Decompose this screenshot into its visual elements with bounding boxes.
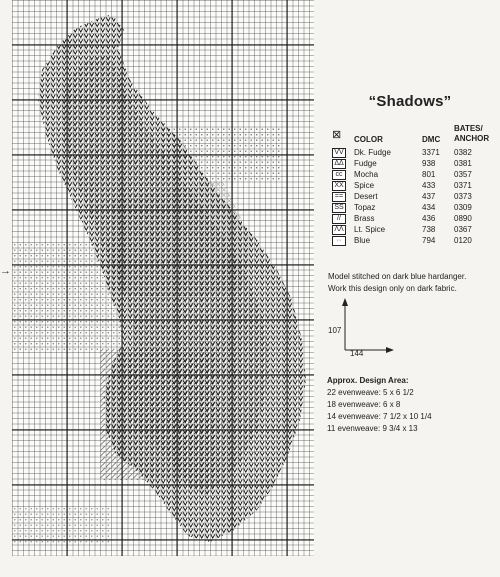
color-key-header — [328, 124, 496, 146]
color-swatch-symbol: XX — [332, 181, 346, 191]
anchor-number: 0309 — [454, 203, 472, 212]
color-swatch-symbol: // — [332, 214, 346, 224]
chart-drawing — [12, 0, 314, 556]
color-name: Spice — [354, 181, 375, 190]
stitch-count-arrows — [328, 292, 428, 362]
anchor-number: 0120 — [454, 236, 472, 245]
dmc-number: 434 — [422, 203, 436, 212]
color-key-row — [328, 191, 496, 202]
color-swatch-symbol: SS — [332, 203, 346, 213]
dmc-number: 437 — [422, 192, 436, 201]
stitch-count-diagram — [328, 292, 428, 362]
anchor-number: 0381 — [454, 159, 472, 168]
design-area-heading: Approx. Design Area: — [327, 376, 409, 385]
dmc-number: 801 — [422, 170, 436, 179]
design-size-22: 22 evenweave: 5 x 6 1/2 — [327, 388, 414, 397]
shadow-area-bottom — [12, 505, 112, 545]
color-key — [328, 147, 496, 246]
dmc-number: 433 — [422, 181, 436, 190]
color-swatch-symbol: ΔΔ — [332, 159, 346, 169]
color-name: Lt. Spice — [354, 225, 386, 234]
color-key-row — [328, 213, 496, 224]
note-dark-fabric: Work this design only on dark fabric. — [328, 284, 457, 293]
dmc-number: 3371 — [422, 148, 440, 157]
dmc-number: 794 — [422, 236, 436, 245]
color-key-row — [328, 147, 496, 158]
dmc-column-header: DMC — [422, 135, 441, 144]
dmc-number: 738 — [422, 225, 436, 234]
color-name: Mocha — [354, 170, 379, 179]
color-column-header: COLOR — [354, 135, 383, 144]
color-name: Dk. Fudge — [354, 148, 391, 157]
color-name: Topaz — [354, 203, 376, 212]
color-key-row — [328, 169, 496, 180]
color-name: Brass — [354, 214, 375, 223]
anchor-number: 0357 — [454, 170, 472, 179]
color-name: Desert — [354, 192, 378, 201]
design-area — [327, 375, 499, 435]
color-key-row — [328, 202, 496, 213]
note-fabric: Model stitched on dark blue hardanger. — [328, 272, 467, 281]
center-arrow-marker: → — [0, 265, 11, 277]
stitch-count-vertical: 107 — [328, 326, 342, 335]
pattern-title: “Shadows” — [368, 93, 452, 110]
dmc-number: 938 — [422, 159, 436, 168]
color-key-row — [328, 235, 496, 246]
design-size-18: 18 evenweave: 6 x 8 — [327, 400, 401, 409]
design-size-11: 11 evenweave: 9 3/4 x 13 — [327, 424, 418, 433]
color-swatch-symbol: cc — [332, 170, 346, 180]
cross-stitch-chart — [12, 0, 314, 556]
color-swatch-symbol: ·· — [332, 236, 346, 246]
anchor-number: 0890 — [454, 214, 472, 223]
anchor-number: 0382 — [454, 148, 472, 157]
color-key-row — [328, 158, 496, 169]
color-swatch-symbol: ΛΛ — [332, 225, 346, 235]
color-key-row — [328, 224, 496, 235]
anchor-number: 0367 — [454, 225, 472, 234]
anchor-number: 0373 — [454, 192, 472, 201]
color-swatch-symbol: == — [332, 192, 346, 202]
color-swatch-symbol: VV — [332, 148, 346, 158]
dmc-number: 436 — [422, 214, 436, 223]
color-key-row — [328, 180, 496, 191]
symbol-column-icon: ⊠ — [332, 129, 342, 141]
anchor-column-header: BATES/ ANCHOR — [454, 124, 490, 143]
color-name: Blue — [354, 236, 371, 245]
stitch-count-horizontal: 144 — [350, 349, 364, 358]
design-size-14: 14 evenweave: 7 1/2 x 10 1/4 — [327, 412, 432, 421]
anchor-number: 0371 — [454, 181, 472, 190]
color-name: Fudge — [354, 159, 377, 168]
